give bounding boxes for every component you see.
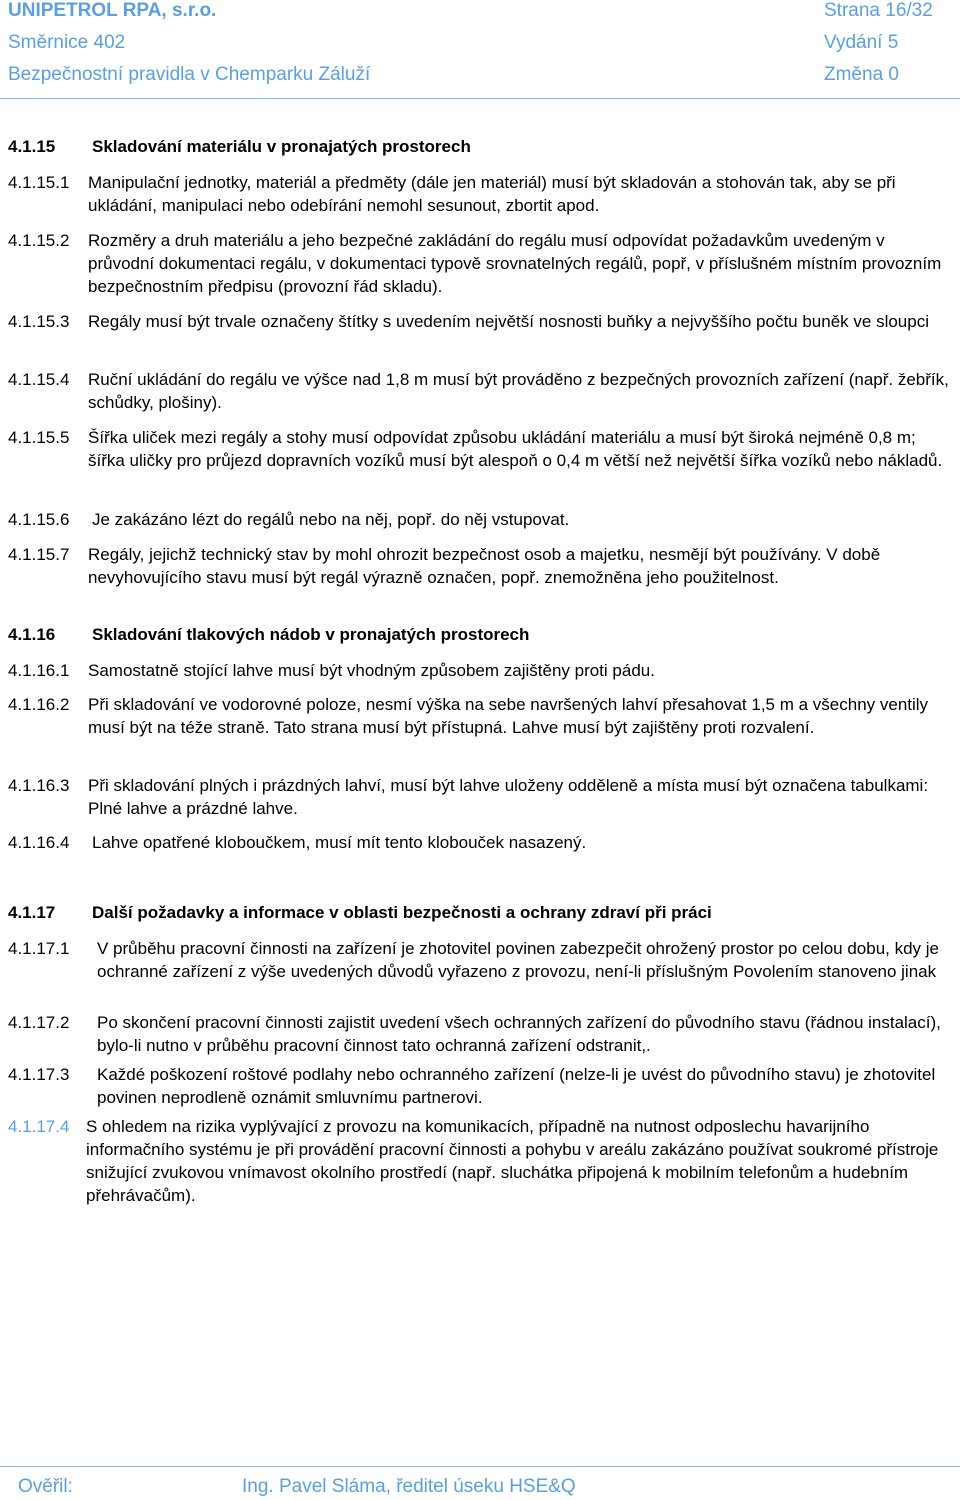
paragraph: 4.1.15.2 Rozměry a druh materiálu a jeho bezpečné zakládání do regálu musí odpovídat požadavkům uvedeným v průvodní dokumentaci regálu, v dokumentaci typově srovnatelných regálů, popř, v příslušném místním provozním bezpečnostním předpisu (provozní řád skladu).: [8, 231, 942, 296]
paragraph: 4.1.15.7 Regály, jejichž technický stav by mohl ohrozit bezpečnost osob a majetku, nesmějí být používány. V době nevyhovujícího stavu musí být regál výrazně označen, popř. znemožněna jeho použitelnost.: [8, 545, 881, 587]
page-number: Strana 16/32: [824, 0, 933, 21]
change-number: Změna 0: [824, 64, 899, 85]
section-heading: 4.1.16 Skladování tlakových nádob v pronajatých prostorech: [8, 625, 530, 644]
paragraph: 4.1.15.1 Manipulační jednotky, materiál a předměty (dále jen materiál) musí být skladován a stohován tak, aby se při ukládání, manipulaci nebo odebírání nemohl sesunout, zbortit apod.: [8, 173, 896, 215]
paragraph: 4.1.16.2 Při skladování ve vodorovné poloze, nesmí výška na sebe navršených lahví přesahovat 1,5 m a všechny ventily musí být na téže straně. Tato strana musí být přístupná. Lahve musí být zajištěny proti rozvalení.: [8, 695, 929, 737]
paragraph: 4.1.17.2 Po skončení pracovní činnosti zajistit uvedení všech ochranných zařízení do původního stavu (řádnou instalací), bylo-li nutno v průběhu pracovní činnost tato ochranná zařízení odstranit,.: [8, 1013, 941, 1055]
paragraph: 4.1.15.6 Je zakázáno lézt do regálů nebo na něj, popř. do něj vstupovat.: [8, 510, 570, 529]
header-divider: [0, 98, 960, 99]
paragraph: 4.1.15.3 Regály musí být trvale označeny štítky s uvedením největší nosnosti buňky a nejvyššího počtu buněk ve sloupci: [8, 312, 929, 331]
verified-label: Ověřil:: [18, 1476, 73, 1497]
footer-divider: [0, 1466, 960, 1467]
paragraph: 4.1.17.1 V průběhu pracovní činnosti na zařízení je zhotovitel povinen zabezpečit ohrožený prostor po celou dobu, kdy je ochranné zařízení z výše uvedených důvodů vyřazeno z provozu, není-li příslušným Povolením stanoveno jinak: [8, 939, 940, 981]
section-heading: 4.1.17 Další požadavky a informace v oblasti bezpečnosti a ochrany zdraví při práci: [8, 903, 712, 922]
paragraph: 4.1.17.4 S ohledem na rizika vyplývající z provozu na komunikacích, případně na nutnost odposlechu havarijního informačního systému je při provádění pracovní činnosti a pohybu v areálu zakázáno používat soukromé přístroje snižující zvukovou vnímavost okolního prostředí (např. sluchátka připojená k mobilním telefonům a hudebním přehrávačům).: [8, 1117, 939, 1205]
paragraph: 4.1.16.3 Při skladování plných i prázdných lahví, musí být lahve uloženy odděleně a místa musí být označena tabulkami: Plné lahve a prázdné lahve.: [8, 776, 929, 818]
paragraph: 4.1.15.5 Šířka uliček mezi regály a stohy musí odpovídat způsobu ukládání materiálu a musí být široká nejméně 0,8 m; šířka uličky pro průjezd dopravních vozíků musí být alespoň o 0,4 m větší než největší šířka vozíků nebo nákladů.: [8, 428, 943, 470]
verified-by: Ing. Pavel Sláma, ředitel úseku HSE&Q: [242, 1476, 576, 1497]
document-title: Bezpečnostní pravidla v Chemparku Záluží: [8, 64, 371, 85]
paragraph: 4.1.15.4 Ruční ukládání do regálu ve výšce nad 1,8 m musí být prováděno z bezpečných provozních zařízení (např. žebřík, schůdky, plošiny).: [8, 370, 949, 412]
company-name: UNIPETROL RPA, s.r.o.: [8, 0, 217, 21]
directive-number: Směrnice 402: [8, 32, 126, 53]
paragraph: 4.1.16.1 Samostatně stojící lahve musí být vhodným způsobem zajištěny proti pádu.: [8, 661, 655, 680]
paragraph: 4.1.16.4 Lahve opatřené kloboučkem, musí mít tento klobouček nasazený.: [8, 833, 587, 852]
section-heading: 4.1.15 Skladování materiálu v pronajatých prostorech: [8, 137, 471, 156]
paragraph: 4.1.17.3 Každé poškození roštové podlahy nebo ochranného zařízení (nelze-li je uvést do původního stavu) je zhotovitel povinen neprodleně oznámit smluvnímu partnerovi.: [8, 1065, 936, 1107]
edition-number: Vydání 5: [824, 32, 899, 53]
